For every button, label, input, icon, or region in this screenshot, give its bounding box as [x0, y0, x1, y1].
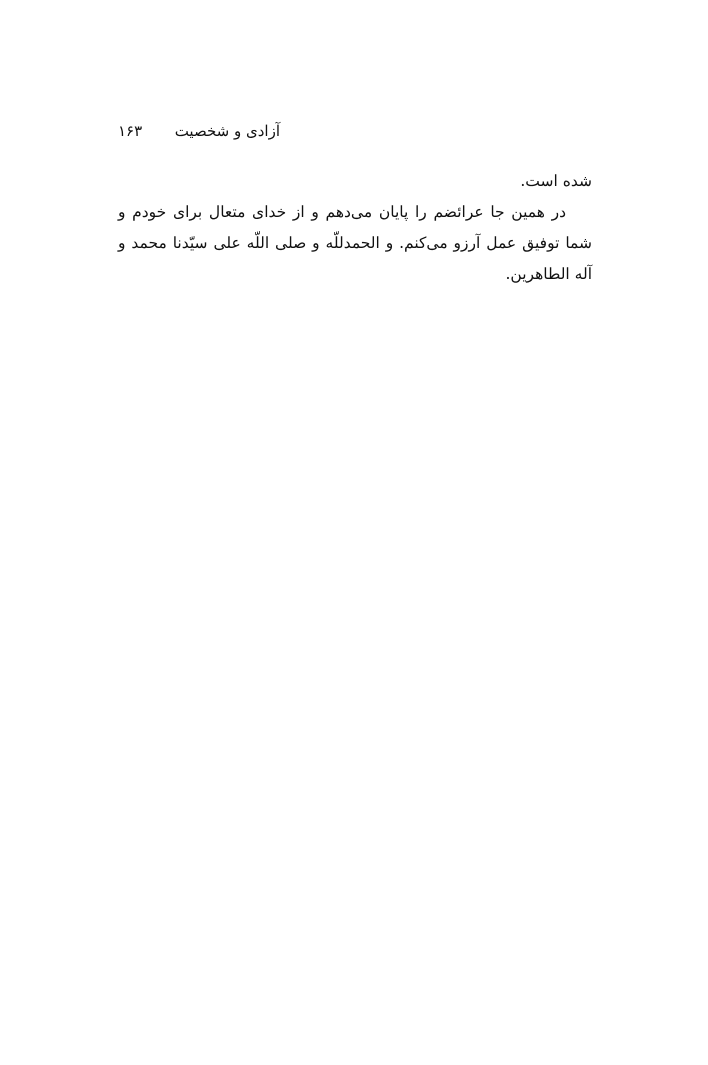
header-title: آزادی و شخصیت: [174, 122, 280, 140]
page-number: ۱۶۳: [118, 122, 143, 140]
paragraph-continuation: شده است.: [520, 172, 592, 190]
body-text: [118, 166, 592, 290]
paragraph-closing: در همین جا عرائضم را پایان می‌دهم و از خدای متعال برای خودم و شما توفیق عمل آرزو می‌کنم. و الحمدللّه و صلی اللّه علی سیّدنا محمد و آله الطاهرین.: [118, 203, 592, 283]
running-header: [118, 118, 280, 144]
